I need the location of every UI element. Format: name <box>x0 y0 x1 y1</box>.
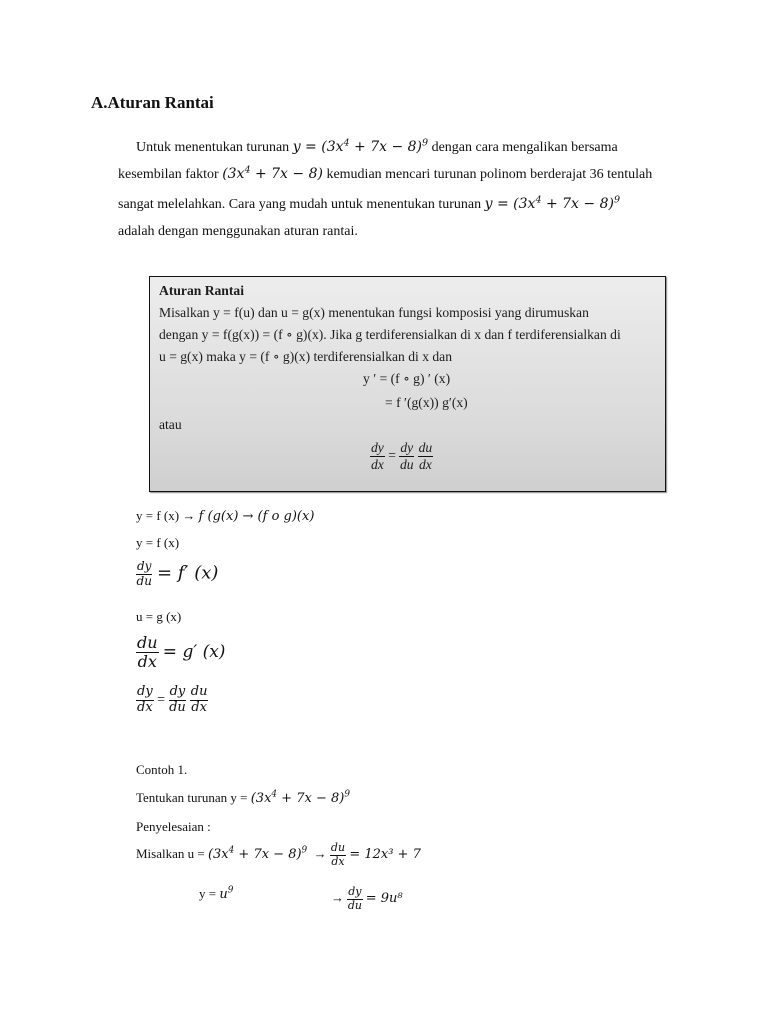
box-line-3: u = g(x) maka y = (f ∘ g)(x) terdiferensialkan di x dan <box>159 349 453 364</box>
dy-du-result-line: → $\frac{dy}{du}$ = 9𝑢⁸ <box>331 885 403 912</box>
math-expression: $y = (3x^4 + 7x - 8)^9$ <box>292 137 429 155</box>
substitution-u-line: Misalkan $u = (3x^4 + 7x - 8)^9$ → $\frac{du}{dx}$ = 12𝑥³ + 7 <box>136 841 421 868</box>
example-label: Contoh 1. <box>136 762 188 777</box>
math-expression: $(3x^4 + 7x - 8)$ <box>222 164 323 182</box>
intro-line-3 <box>118 190 678 219</box>
composition-line <box>136 508 314 524</box>
substitution-y-line <box>199 886 233 902</box>
intro-line-1 <box>118 133 678 162</box>
example-task <box>136 790 350 806</box>
box-line-1: Misalkan y = f(u) dan u = g(x) menentukan fungsi komposisi yang dirumuskan <box>159 305 589 320</box>
chain-rule-formula: $\frac{dy}{dx}$ = $\frac{dy}{du}$ $\frac{du}{dx}$ <box>137 684 208 715</box>
math-expression: $(3x^4 + 7x - 8)^9$ <box>207 845 308 863</box>
dy-du-rhs: = 𝑓′ (𝑥) <box>156 562 219 584</box>
intro-text: Untuk menentukan turunan <box>136 140 290 155</box>
intro-text: kemudian mencari turunan polinom berderajat 36 tentulah <box>326 167 653 182</box>
intro-line-4 <box>118 217 678 246</box>
substitution-label: Misalkan u = <box>136 846 205 862</box>
example-solution-label: Penyelesaian : <box>136 819 211 834</box>
intro-text: adalah dengan menggunakan aturan rantai. <box>118 224 358 239</box>
math-expression: $(3x^4 + 7x - 8)^9$ <box>250 789 350 806</box>
example-task-text: Tentukan turunan y = <box>136 790 248 805</box>
du-dx-rhs: = 𝑔′ (𝑥) <box>162 641 226 662</box>
math-expression: $y = (3x^4 + 7x - 8)^9$ <box>484 194 620 212</box>
intro-line-2 <box>118 160 678 189</box>
chain-rule-box <box>149 276 666 492</box>
section-heading: A.Aturan Rantai <box>91 93 214 112</box>
math-expression: $u^9$ <box>219 885 234 902</box>
intro-text: kesembilan faktor <box>118 167 219 182</box>
y-label: y = <box>199 886 217 901</box>
box-equation-2: = f ′(g(x)) g′(x) <box>385 395 468 410</box>
y-equals-f-line: y = f (x) <box>136 535 180 550</box>
u-equals-g-line: u = g (x) <box>136 609 182 624</box>
composition-prefix: y = f (x) → <box>136 508 196 523</box>
intro-text: dengan cara mengalikan bersama <box>431 140 618 155</box>
intro-text: sangat melelahkan. Cara yang mudah untuk menentukan turunan <box>118 197 482 212</box>
dy-du-result: = 9𝑢⁸ <box>365 891 403 907</box>
dy-du-equation: $\frac{dy}{du}$ = 𝑓′ (𝑥) <box>136 559 219 588</box>
composition-math: 𝑓 (𝑔(𝑥) → (𝑓 𝑜 𝑔)(𝑥) <box>198 509 315 524</box>
box-equation-1: y ′ = (f ∘ g) ′ (x) <box>363 371 451 386</box>
du-dx-result: = 12𝑥³ + 7 <box>349 847 421 863</box>
box-line-2: dengan y = f(g(x)) = (f ∘ g)(x). Jika g terdiferensialkan di x dan f terdiferensialkan di <box>159 327 621 342</box>
du-dx-equation: $\frac{du}{dx}$ = 𝑔′ (𝑥) <box>137 633 226 672</box>
box-title: Aturan Rantai <box>159 283 244 298</box>
box-leibniz-formula: $\frac{dy}{dx}$ = $\frac{dy}{du}$ $\frac{du}{dx}$ <box>371 440 433 472</box>
box-atau: atau <box>159 417 182 432</box>
